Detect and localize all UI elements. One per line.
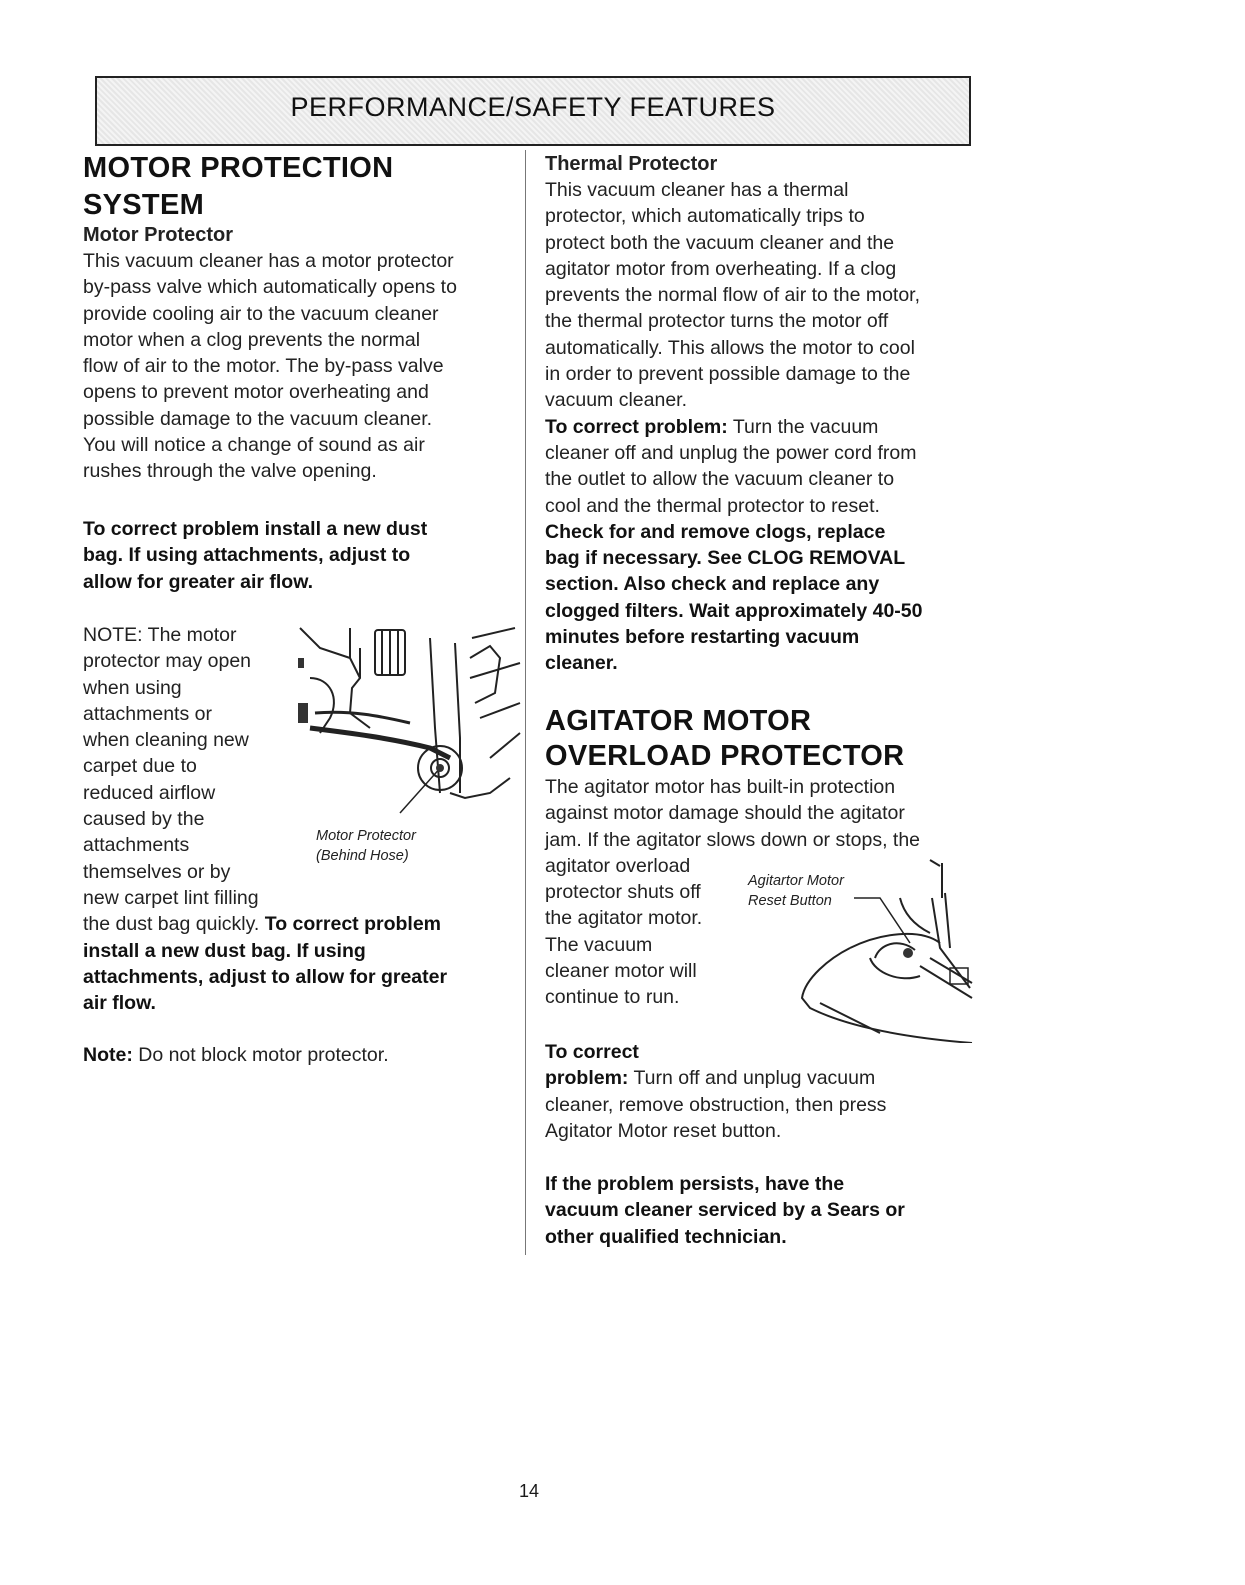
text-line: To correct problem install a new dust — [83, 518, 428, 540]
text-line: continue to run. — [545, 986, 680, 1009]
text-line: This vacuum cleaner has a motor protector — [83, 250, 454, 272]
text-line — [545, 1065, 975, 1091]
text-line: in order to prevent possible damage to the — [545, 363, 911, 386]
text-line: possible damage to the vacuum cleaner. — [83, 407, 433, 430]
text-line: the agitator motor. — [545, 907, 703, 930]
text-line: themselves or by — [83, 860, 231, 883]
text-line: attachments or — [83, 702, 212, 725]
caption-line: Motor Protector — [316, 828, 416, 844]
right-subheading: Thermal Protector — [545, 153, 718, 175]
text-line: protector shuts off — [545, 881, 701, 904]
left-final-note — [83, 1042, 389, 1068]
left-heading-line1: MOTOR PROTECTION — [83, 152, 394, 184]
left-subheading: Motor Protector — [83, 224, 233, 246]
caption-line: (Behind Hose) — [316, 848, 409, 864]
text-line: allow for greater air flow. — [83, 570, 314, 593]
note-label: NOTE: — [83, 624, 143, 646]
text-line: section. Also check and replace any — [545, 573, 880, 596]
text-line: minutes before restarting vacuum — [545, 626, 860, 649]
text-line: the thermal protector turns the motor off — [545, 310, 889, 333]
text-line: by-pass valve which automatically opens to — [83, 276, 457, 299]
text-line: vacuum cleaner. — [545, 389, 687, 412]
text-line: protect both the vacuum cleaner and the — [545, 231, 895, 254]
banner-title: PERFORMANCE/SAFETY FEATURES — [290, 92, 776, 122]
left-heading-line2: SYSTEM — [83, 189, 205, 221]
correct-text: Turn the vacuum — [727, 415, 879, 438]
right-correct-2 — [545, 1039, 975, 1144]
left-paragraph-1 — [83, 248, 523, 485]
text-line: bag if necessary. See CLOG REMOVAL — [545, 547, 906, 570]
text-line: agitator overload — [545, 854, 691, 877]
text-line: automatically. This allows the motor to cool — [545, 336, 915, 359]
page-number: 14 — [519, 1481, 540, 1501]
text-line: This vacuum cleaner has a thermal — [545, 179, 849, 201]
text-line: carpet due to — [83, 755, 197, 778]
caption-line: Agitartor Motor — [748, 873, 844, 889]
note-text: Do not block motor protector. — [132, 1044, 389, 1066]
left-correct-instruction — [83, 516, 523, 595]
text-line: clogged filters. Wait approximately 40-50 — [545, 599, 923, 622]
text-line: against motor damage should the agitator — [545, 802, 905, 825]
text-line: jam. If the agitator slows down or stops, the — [545, 828, 921, 851]
text-line: opens to prevent motor overheating and — [83, 381, 429, 404]
text-line: other qualified technician. — [545, 1225, 787, 1248]
text-line: The agitator motor has built-in protection — [545, 776, 896, 798]
note-text: the dust bag quickly. — [83, 913, 265, 936]
text-line: If the problem persists, have the — [545, 1173, 845, 1195]
text-line: cleaner motor will — [545, 960, 697, 983]
text-line: air flow. — [83, 992, 156, 1015]
text-line: motor when a clog prevents the normal — [83, 328, 421, 351]
text-line: caused by the — [83, 808, 205, 831]
caption-line: Reset Button — [748, 893, 832, 909]
text-line: bag. If using attachments, adjust to — [83, 544, 411, 567]
text-line: To correct — [545, 1041, 639, 1063]
text-line: install a new dust bag. If using — [83, 939, 366, 962]
right-figure-caption — [748, 871, 844, 911]
text-line: Agitator Motor reset button. — [545, 1119, 782, 1142]
section-banner — [95, 76, 971, 146]
motor-protector-illustration — [290, 618, 525, 828]
text-line: reduced airflow — [83, 781, 216, 804]
note-text: The motor — [142, 624, 237, 646]
note-label: Note: — [83, 1044, 133, 1066]
text-line: You will notice a change of sound as air — [83, 434, 425, 457]
text-line: the outlet to allow the vacuum cleaner to — [545, 468, 895, 491]
text-line: cleaner off and unplug the power cord from — [545, 441, 917, 464]
text-line: cool and the thermal protector to reset. — [545, 494, 880, 517]
text-line: attachments, adjust to allow for greater — [83, 965, 448, 988]
text-line: Check for and remove clogs, replace — [545, 520, 886, 543]
text-line: new carpet lint filling — [83, 886, 259, 909]
text-line: when cleaning new — [83, 729, 249, 752]
text-line: protector, which automatically trips to — [545, 205, 865, 228]
text-line: rushes through the valve opening. — [83, 460, 377, 483]
right-paragraph-1 — [545, 177, 975, 677]
right-persist-note — [545, 1171, 975, 1250]
text-line — [545, 414, 975, 440]
right-heading-line1: AGITATOR MOTOR — [545, 705, 812, 737]
text-line: provide cooling air to the vacuum cleaner — [83, 302, 439, 325]
right-heading-line2: OVERLOAD PROTECTOR — [545, 740, 905, 772]
left-figure-caption — [316, 826, 416, 866]
correct-text: Turn off and unplug vacuum — [628, 1067, 876, 1090]
text-line: attachments — [83, 834, 190, 857]
text-line: prevents the normal flow of air to the motor, — [545, 284, 921, 307]
column-divider — [525, 150, 526, 1255]
text-line: vacuum cleaner serviced by a Sears or — [545, 1199, 905, 1222]
note-bold-text: To correct problem — [264, 913, 442, 936]
correct-label: problem: — [545, 1067, 629, 1090]
text-line — [83, 911, 523, 937]
text-line: protector may open — [83, 650, 252, 673]
text-line: The vacuum — [545, 933, 653, 956]
text-line: cleaner. — [545, 652, 618, 675]
text-line: flow of air to the motor. The by-pass valve — [83, 355, 444, 378]
text-line: cleaner, remove obstruction, then press — [545, 1093, 887, 1116]
correct-label: To correct problem: — [545, 415, 728, 438]
text-line: agitator motor from overheating. If a clog — [545, 257, 897, 280]
text-line: when using — [83, 676, 182, 699]
